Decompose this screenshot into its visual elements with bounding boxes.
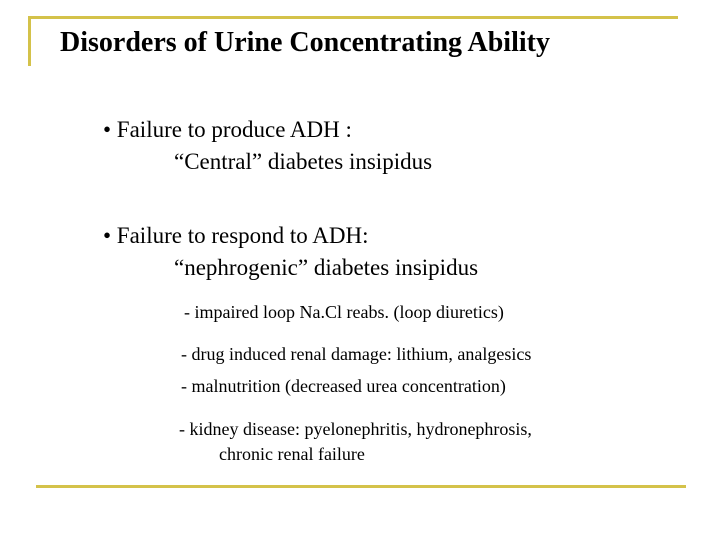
sub-item-kidney-disease-cont: chronic renal failure	[219, 444, 365, 464]
top-rule-line	[28, 16, 678, 19]
bullet-central-line2: “Central” diabetes insipidus	[174, 149, 433, 174]
slide-title: Disorders of Urine Concentrating Ability	[60, 27, 550, 58]
sub-item-malnutrition: - malnutrition (decreased urea concentration)	[181, 376, 506, 396]
left-rule-line	[28, 16, 31, 66]
sub-item-kidney-disease: - kidney disease: pyelonephritis, hydronephrosis,	[179, 419, 532, 439]
sub-item-loop-diuretics: - impaired loop Na.Cl reabs. (loop diuretics)	[184, 302, 504, 322]
bottom-rule-line	[36, 485, 686, 488]
bullet-nephrogenic-line2: “nephrogenic” diabetes insipidus	[174, 255, 479, 280]
bullet-nephrogenic-line1: • Failure to respond to ADH:	[103, 223, 369, 248]
bullet-central-line1: • Failure to produce ADH :	[103, 117, 352, 142]
sub-item-drug-induced: - drug induced renal damage: lithium, analgesics	[181, 344, 532, 364]
